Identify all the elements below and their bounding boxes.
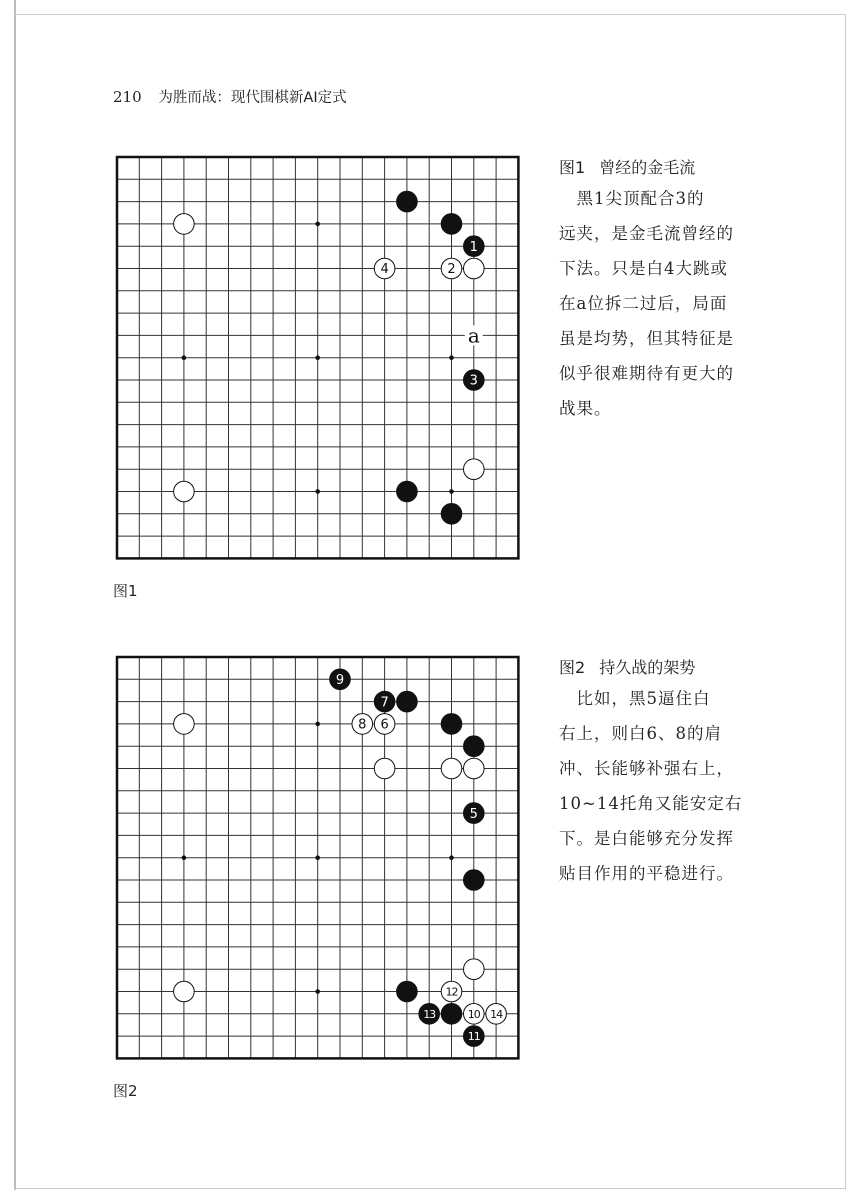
stone-icon [441, 504, 462, 525]
go-board-figure-2 [112, 652, 524, 1064]
stone-icon [374, 758, 395, 779]
commentary-line: 10~14托角又能安定右 [559, 794, 743, 813]
move-number: 10 [467, 1007, 480, 1021]
star-point [315, 355, 320, 360]
white-stone [174, 214, 195, 235]
black-stone [397, 981, 418, 1002]
move-number: 2 [447, 262, 456, 278]
commentary-line: 虽是均势，但其特征是 [559, 329, 734, 348]
stone-icon [174, 481, 195, 502]
black-stone [441, 714, 462, 735]
commentary-line: 在a位拆二过后，局面 [559, 294, 728, 313]
point-mark-label: a [467, 323, 480, 348]
figure-title [559, 650, 759, 685]
white-stone [464, 459, 485, 480]
black-stone [374, 691, 395, 712]
star-point [315, 489, 320, 494]
white-stone [464, 758, 485, 779]
move-number: 5 [469, 806, 478, 822]
commentary-line: 贴目作用的平稳进行。 [559, 864, 734, 883]
go-board-figure-1 [112, 152, 524, 564]
white-stone [352, 714, 373, 735]
star-point [315, 855, 320, 860]
stone-icon [174, 981, 195, 1002]
white-stone [441, 258, 462, 279]
stone-icon [397, 481, 418, 502]
stone-icon [464, 758, 485, 779]
move-number: 6 [380, 717, 389, 733]
black-stone [330, 669, 351, 690]
figure-2-commentary [559, 650, 759, 891]
black-stone [441, 214, 462, 235]
stone-icon [441, 714, 462, 735]
figure-1-commentary [559, 150, 759, 426]
stone-icon [174, 214, 195, 235]
white-stone [486, 1004, 507, 1025]
figure-title-text: 持久战的架势 [599, 658, 696, 677]
black-stone [464, 870, 485, 891]
black-stone [464, 803, 485, 824]
black-stone [441, 504, 462, 525]
move-number: 8 [358, 717, 367, 733]
star-point [315, 222, 320, 227]
black-stone [419, 1004, 440, 1025]
stone-icon [397, 691, 418, 712]
move-number: 7 [380, 695, 389, 711]
black-stone [464, 1026, 485, 1047]
book-title: 为胜而战：现代围棋新AI定式 [158, 90, 347, 106]
page-number: 210 [113, 88, 142, 106]
move-number: 9 [335, 672, 345, 688]
page-edge [14, 0, 16, 1190]
move-number: 3 [469, 373, 478, 389]
page-border-right [845, 14, 846, 1190]
commentary-line: 远夹，是金毛流曾经的 [559, 224, 734, 243]
white-stone [374, 714, 395, 735]
white-stone [441, 981, 462, 1002]
stone-icon [397, 981, 418, 1002]
star-point [449, 855, 454, 860]
commentary-line: 下。是白能够充分发挥 [559, 829, 734, 848]
page-border-top [14, 14, 846, 15]
figure-number: 图2 [559, 658, 586, 677]
white-stone [464, 959, 485, 980]
stone-icon [174, 714, 195, 735]
black-stone [397, 481, 418, 502]
stone-icon [441, 758, 462, 779]
move-number: 11 [467, 1030, 480, 1044]
black-stone [397, 191, 418, 212]
move-number: 12 [445, 985, 458, 999]
move-number: 14 [490, 1007, 503, 1021]
stone-icon [464, 258, 485, 279]
move-number: 1 [469, 239, 478, 255]
running-header [113, 86, 347, 107]
move-number: 13 [423, 1007, 436, 1021]
page-border-bottom [14, 1188, 846, 1189]
star-point [182, 355, 187, 360]
white-stone [374, 758, 395, 779]
commentary-line: 黑1尖顶配合3的 [559, 189, 705, 208]
star-point [315, 989, 320, 994]
white-stone [174, 981, 195, 1002]
stone-icon [441, 214, 462, 235]
commentary-line: 比如，黑5逼住白 [559, 689, 711, 708]
black-stone [464, 236, 485, 257]
move-number: 4 [380, 262, 389, 278]
white-stone [464, 1004, 485, 1025]
white-stone [441, 758, 462, 779]
figure-caption: 图1 [113, 582, 138, 600]
star-point [449, 355, 454, 360]
black-stone [441, 1004, 462, 1025]
black-stone [464, 736, 485, 757]
stone-icon [397, 191, 418, 212]
star-point [182, 855, 187, 860]
star-point [315, 722, 320, 727]
commentary-line: 右上，则白6、8的肩 [559, 724, 722, 743]
stone-icon [464, 736, 485, 757]
white-stone [174, 481, 195, 502]
commentary-line: 似乎很难期待有更大的 [559, 364, 734, 383]
commentary-line: 下法。只是白4大跳或 [559, 259, 728, 278]
white-stone [374, 258, 395, 279]
figure-title [559, 150, 759, 185]
black-stone [464, 370, 485, 391]
star-point [449, 489, 454, 494]
figure-caption: 图2 [113, 1082, 138, 1100]
black-stone [397, 691, 418, 712]
stone-icon [464, 870, 485, 891]
commentary-line: 战果。 [559, 399, 612, 418]
stone-icon [464, 959, 485, 980]
white-stone [464, 258, 485, 279]
figure-number: 图1 [559, 158, 586, 177]
stone-icon [441, 1004, 462, 1025]
white-stone [174, 714, 195, 735]
figure-title-text: 曾经的金毛流 [599, 158, 696, 177]
stone-icon [464, 459, 485, 480]
commentary-line: 冲、长能够补强右上， [559, 759, 734, 778]
